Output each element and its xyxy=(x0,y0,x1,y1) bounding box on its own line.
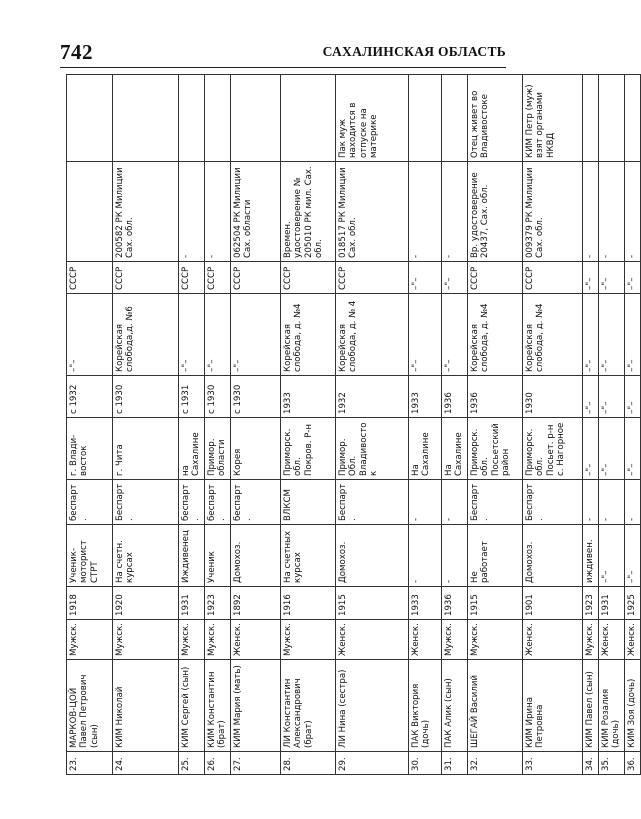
person-name: ПАК Виктория (дочь) xyxy=(408,660,441,752)
table-row xyxy=(67,75,113,775)
document-cell: 018517 РК Милиции Сах. обл. xyxy=(335,162,408,262)
note-cell xyxy=(280,75,335,162)
document-cell: - xyxy=(204,162,230,262)
row-number: 33. xyxy=(522,752,582,775)
person-name: КИМ Мария (мать) xyxy=(230,660,280,752)
occupation-cell: - xyxy=(441,525,467,587)
sex-cell: Женск. xyxy=(598,620,624,660)
party-cell: Беспарт. xyxy=(335,480,408,525)
row-number: 35. xyxy=(598,752,624,775)
arrival-year-cell: –"– xyxy=(624,376,640,418)
address-cell: –"– xyxy=(67,294,113,376)
note-cell xyxy=(230,75,280,162)
header-rule xyxy=(60,67,506,68)
page-number: 742 xyxy=(60,40,93,64)
sex-cell: Женск. xyxy=(522,620,582,660)
address-cell: Корейская слобода, д. №4 xyxy=(280,294,335,376)
person-name: ЛИ Нина (сестра) xyxy=(335,660,408,752)
note-cell xyxy=(67,75,113,162)
birthplace-cell: –"– xyxy=(598,418,624,480)
note-cell xyxy=(179,75,205,162)
occupation-cell: Ученик-моторист СТРТ xyxy=(67,525,113,587)
table-row xyxy=(408,75,441,775)
person-name: КИМ Николай xyxy=(113,660,179,752)
occupation-cell: Иждивенец xyxy=(179,525,205,587)
note-cell: Отец живет во Владивостоке xyxy=(467,75,522,162)
occupation-cell: Домохоз. xyxy=(522,525,582,587)
person-name: КИМ Розалия (дочь) xyxy=(598,660,624,752)
document-cell: 062504 РК Милиции Сах. области xyxy=(230,162,280,262)
sex-cell: Мужск. xyxy=(113,620,179,660)
citizenship-cell: СССР xyxy=(335,262,408,294)
document-cell: Времен. удостоверение № 205010 РК мил. Сах. обл. xyxy=(280,162,335,262)
row-number: 23. xyxy=(67,752,113,775)
arrival-year-cell: с 1932 xyxy=(67,376,113,418)
row-number: 26. xyxy=(204,752,230,775)
table-row xyxy=(204,75,230,775)
birth-year-cell: 1925 xyxy=(624,587,640,620)
sex-cell: Мужск. xyxy=(582,620,598,660)
note-cell: КИМ Петр (муж) взят органами НКВД xyxy=(522,75,582,162)
arrival-year-cell: –"– xyxy=(582,376,598,418)
registry-table xyxy=(66,74,641,775)
document-cell: Вр. удостоверение 20437, Сах. обл. xyxy=(467,162,522,262)
party-cell: беспарт. xyxy=(230,480,280,525)
document-cell: - xyxy=(441,162,467,262)
birthplace-cell: Примор. области xyxy=(204,418,230,480)
citizenship-cell: –"– xyxy=(624,262,640,294)
birth-year-cell: 1931 xyxy=(598,587,624,620)
arrival-year-cell: с 1931 xyxy=(179,376,205,418)
party-cell: - xyxy=(408,480,441,525)
address-cell: –"– xyxy=(624,294,640,376)
address-cell: –"– xyxy=(598,294,624,376)
sex-cell: Женск. xyxy=(230,620,280,660)
person-name: ЛИ Константин Александрович (брат) xyxy=(280,660,335,752)
occupation-cell: Ученик xyxy=(204,525,230,587)
note-cell xyxy=(582,75,598,162)
note-cell xyxy=(441,75,467,162)
occupation-cell: –"– xyxy=(624,525,640,587)
table-row xyxy=(113,75,179,775)
citizenship-cell: СССР xyxy=(67,262,113,294)
party-cell: - xyxy=(441,480,467,525)
citizenship-cell: –"– xyxy=(598,262,624,294)
party-cell: - xyxy=(624,480,640,525)
arrival-year-cell: 1933 xyxy=(280,376,335,418)
table-row xyxy=(598,75,624,775)
birthplace-cell: Приморск. обл. Покров. Р-н xyxy=(280,418,335,480)
occupation-cell: иждивен. xyxy=(582,525,598,587)
table-body xyxy=(67,75,641,775)
party-cell: Беспарт. xyxy=(113,480,179,525)
birthplace-cell: Примор. Обл. Владивосток xyxy=(335,418,408,480)
row-number: 27. xyxy=(230,752,280,775)
arrival-year-cell: –"– xyxy=(598,376,624,418)
person-name: КИМ Павел (сын) xyxy=(582,660,598,752)
arrival-year-cell: 1936 xyxy=(441,376,467,418)
sex-cell: Мужск. xyxy=(204,620,230,660)
person-name: ПАК Алик (сын) xyxy=(441,660,467,752)
note-cell xyxy=(624,75,640,162)
birthplace-cell: –"– xyxy=(582,418,598,480)
birth-year-cell: 1916 xyxy=(280,587,335,620)
birth-year-cell: 1923 xyxy=(582,587,598,620)
note-cell xyxy=(204,75,230,162)
sex-cell: Мужск. xyxy=(67,620,113,660)
person-name: МАРКОВ-ЦОЙ Павел Петрович (сын) xyxy=(67,660,113,752)
document-cell: - xyxy=(582,162,598,262)
person-name: КИМ Константин (брат) xyxy=(204,660,230,752)
citizenship-cell: СССР xyxy=(467,262,522,294)
note-cell xyxy=(113,75,179,162)
citizenship-cell: СССР xyxy=(280,262,335,294)
occupation-cell: - xyxy=(408,525,441,587)
table-row xyxy=(624,75,640,775)
table-row xyxy=(335,75,408,775)
citizenship-cell: –"– xyxy=(582,262,598,294)
address-cell: –"– xyxy=(582,294,598,376)
birth-year-cell: 1933 xyxy=(408,587,441,620)
party-cell: беспарт. xyxy=(204,480,230,525)
occupation-cell: На счетн. курсах xyxy=(113,525,179,587)
occupation-cell: На счетных курсах xyxy=(280,525,335,587)
citizenship-cell: –"– xyxy=(441,262,467,294)
party-cell: ВЛКСМ xyxy=(280,480,335,525)
birth-year-cell: 1931 xyxy=(179,587,205,620)
arrival-year-cell: 1932 xyxy=(335,376,408,418)
row-number: 25. xyxy=(179,752,205,775)
party-cell: - xyxy=(582,480,598,525)
citizenship-cell: СССР xyxy=(113,262,179,294)
address-cell: –"– xyxy=(179,294,205,376)
table-row xyxy=(441,75,467,775)
party-cell: - xyxy=(598,480,624,525)
occupation-cell: Домохоз. xyxy=(335,525,408,587)
note-cell xyxy=(408,75,441,162)
sex-cell: Мужск. xyxy=(467,620,522,660)
birthplace-cell: На Сахалине xyxy=(441,418,467,480)
birth-year-cell: 1923 xyxy=(204,587,230,620)
birthplace-cell: на Сахалине xyxy=(179,418,205,480)
row-number: 28. xyxy=(280,752,335,775)
row-number: 32. xyxy=(467,752,522,775)
birth-year-cell: 1901 xyxy=(522,587,582,620)
running-head: САХАЛИНСКАЯ ОБЛАСТЬ xyxy=(322,44,506,59)
table-container xyxy=(66,75,637,775)
table-row xyxy=(230,75,280,775)
birth-year-cell: 1915 xyxy=(467,587,522,620)
birth-year-cell: 1915 xyxy=(335,587,408,620)
party-cell: Беспарт. xyxy=(522,480,582,525)
occupation-cell: Домохоз. xyxy=(230,525,280,587)
citizenship-cell: –"– xyxy=(408,262,441,294)
party-cell: беспарт. xyxy=(179,480,205,525)
birthplace-cell: г. Чита xyxy=(113,418,179,480)
table-row xyxy=(522,75,582,775)
birthplace-cell: На Сахалине xyxy=(408,418,441,480)
birthplace-cell: –"– xyxy=(624,418,640,480)
address-cell: –"– xyxy=(230,294,280,376)
document-cell: 009379 РК Милиции Сах. обл. xyxy=(522,162,582,262)
arrival-year-cell: с 1930 xyxy=(230,376,280,418)
sex-cell: Мужск. xyxy=(280,620,335,660)
sex-cell: Мужск. xyxy=(441,620,467,660)
birthplace-cell: Приморск. обл. Посьетский район xyxy=(467,418,522,480)
citizenship-cell: СССР xyxy=(230,262,280,294)
row-number: 30. xyxy=(408,752,441,775)
citizenship-cell: СССР xyxy=(204,262,230,294)
address-cell: Корейская слобода, д. № 4 xyxy=(335,294,408,376)
address-cell: Корейская слобода, д. №4 xyxy=(522,294,582,376)
birth-year-cell: 1892 xyxy=(230,587,280,620)
arrival-year-cell: 1930 xyxy=(522,376,582,418)
birthplace-cell: г. Влади-восток xyxy=(67,418,113,480)
row-number: 34. xyxy=(582,752,598,775)
address-cell: –"– xyxy=(408,294,441,376)
note-cell xyxy=(598,75,624,162)
occupation-cell: –"– xyxy=(598,525,624,587)
table-row xyxy=(582,75,598,775)
occupation-cell: Не работает xyxy=(467,525,522,587)
document-cell: - xyxy=(598,162,624,262)
document-cell: - xyxy=(624,162,640,262)
arrival-year-cell: с 1930 xyxy=(204,376,230,418)
address-cell: Корейская слобода, д. №4 xyxy=(467,294,522,376)
birthplace-cell: Приморск. обл. Посьет. р-н с. Нагорное xyxy=(522,418,582,480)
citizenship-cell: СССР xyxy=(522,262,582,294)
sex-cell: Мужск. xyxy=(179,620,205,660)
sex-cell: Женск. xyxy=(408,620,441,660)
birthplace-cell: Корея xyxy=(230,418,280,480)
document-cell: 200582 РК Милиции Сах. обл. xyxy=(113,162,179,262)
person-name: КИМ Ирина Петровна xyxy=(522,660,582,752)
document-cell: - xyxy=(408,162,441,262)
sex-cell: Женск. xyxy=(624,620,640,660)
party-cell: беспарт. xyxy=(67,480,113,525)
arrival-year-cell: 1933 xyxy=(408,376,441,418)
address-cell: –"– xyxy=(441,294,467,376)
table-row xyxy=(179,75,205,775)
birth-year-cell: 1920 xyxy=(113,587,179,620)
sex-cell: Женск. xyxy=(335,620,408,660)
table-row xyxy=(280,75,335,775)
person-name: КИМ Сергей (сын) xyxy=(179,660,205,752)
citizenship-cell: СССР xyxy=(179,262,205,294)
person-name: ШЕГАЙ Василий xyxy=(467,660,522,752)
note-cell: Пак муж находится в отпуске на материке xyxy=(335,75,408,162)
address-cell: –"– xyxy=(204,294,230,376)
party-cell: Беспарт. xyxy=(467,480,522,525)
document-cell: - xyxy=(179,162,205,262)
row-number: 24. xyxy=(113,752,179,775)
table-row xyxy=(467,75,522,775)
arrival-year-cell: с 1930 xyxy=(113,376,179,418)
document-cell xyxy=(67,162,113,262)
address-cell: Корейская слобода,д. №6 xyxy=(113,294,179,376)
arrival-year-cell: 1936 xyxy=(467,376,522,418)
birth-year-cell: 1936 xyxy=(441,587,467,620)
row-number: 36. xyxy=(624,752,640,775)
row-number: 31. xyxy=(441,752,467,775)
person-name: КИМ Зоя (дочь) xyxy=(624,660,640,752)
row-number: 29. xyxy=(335,752,408,775)
birth-year-cell: 1918 xyxy=(67,587,113,620)
